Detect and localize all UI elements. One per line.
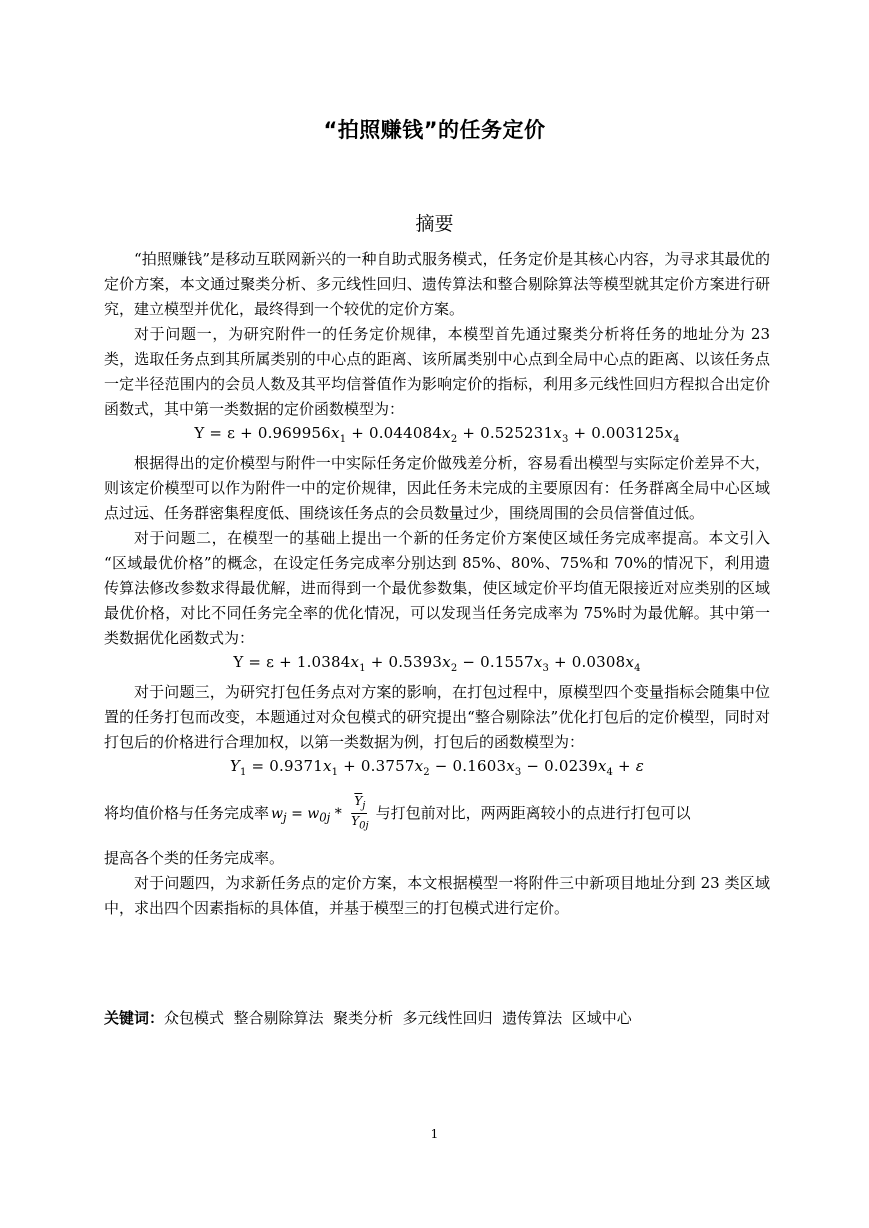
formula-1-lhs: Y = ε + 0.969956 <box>194 424 332 442</box>
formula-2-term: + 0.0308 <box>549 653 626 671</box>
formula-3-lhs-sub: 1 <box>240 767 247 778</box>
formula-2-term: + 0.5393 <box>365 653 443 671</box>
formula-1-var: x <box>664 424 674 442</box>
formula-model-3 <box>104 755 770 784</box>
formula-3-sub: 1 <box>331 767 339 778</box>
abstract-heading: 摘要 <box>415 213 454 235</box>
keywords-label: 关键词： <box>104 1009 165 1027</box>
formula-3-sub: 2 <box>423 767 430 778</box>
formula-1-sub: 3 <box>561 434 569 445</box>
inline-formula-var: w <box>271 805 283 822</box>
inline-formula-sub: j <box>283 810 287 825</box>
formula-3-term: − 0.1603 <box>429 757 507 775</box>
abstract-paragraph-6-cont: 提高各个类的任务完成率。 <box>104 848 285 867</box>
inline-formula-times: * <box>330 805 347 822</box>
keywords-items: 众包模式 整合剔除算法 聚类分析 多元线性回归 遗传算法 区域中心 <box>164 1009 632 1027</box>
abstract-paragraph-4: 对于问题二，在模型一的基础上提出一个新的任务定价方案使区域任务完成率提高。本文引入 “区域最优价格”的概念，在设定任务完成率分别达到 85%、80%、75%和 70%的情况下，利用遗传算法修改参数求得最优解，进而得到一个最优参数集，使区域定价平均值无限接近对应类别的区域最优价格，对比不同任务完全率的优化情况，可以发现当任务完成率为 75%时为最优解。其中第一类数据优化函数式为： <box>104 529 770 647</box>
paragraph-6-text-before: 将均值价格与任务完成率 <box>104 803 270 822</box>
formula-3-var: x <box>597 757 607 775</box>
inline-formula-var: w <box>307 805 320 822</box>
formula-3-term: − 0.0239 <box>521 757 598 775</box>
formula-1-sub: 4 <box>673 434 680 445</box>
page-number: 1 <box>430 1127 439 1141</box>
abstract-paragraph-1: “拍照赚钱”是移动互联网新兴的一种自助式服务模式，任务定价是其核心内容，为寻求其最优的定价方案，本文通过聚类分析、多元线性回归、遗传算法和整合剔除算法等模型就其定价方案进行研究，建立模型并优化，最终得到一个较优的定价方案。 <box>104 250 770 318</box>
formula-3-term: + 0.3757 <box>338 757 415 775</box>
formula-2-sub: 4 <box>634 663 641 674</box>
formula-2-sub: 2 <box>450 663 458 674</box>
formula-2-var: x <box>442 653 451 671</box>
formula-1-sub: 2 <box>450 434 458 445</box>
formula-2-sub: 1 <box>359 663 366 674</box>
formula-1-term: + 0.525231 <box>457 424 554 442</box>
formula-3-tail: + ε <box>613 757 645 775</box>
abstract-paragraph-6 <box>104 794 770 834</box>
formula-1-term: + 0.003125 <box>568 424 665 442</box>
formula-3-sub: 4 <box>606 767 614 778</box>
formula-3-term: = 0.9371 <box>246 757 323 775</box>
abstract-paragraph-7: 对于问题四，为求新任务点的定价方案，本文根据模型一将附件三中新项目地址分到 23 类区域中，求出四个因素指标的具体值，并基于模型三的打包模式进行定价。 <box>104 873 770 917</box>
formula-1-var: x <box>331 424 340 442</box>
fraction-denominator <box>349 814 370 833</box>
formula-1-term: + 0.044084 <box>346 424 443 442</box>
formula-2-sub: 3 <box>542 663 550 674</box>
formula-1-var: x <box>442 424 451 442</box>
abstract-body <box>104 247 770 921</box>
inline-formula-fraction <box>349 794 370 834</box>
formula-model-1 <box>104 422 770 451</box>
formula-2-lhs: Y = ε + 1.0384 <box>233 653 351 671</box>
formula-model-2 <box>104 651 770 680</box>
abstract-paragraph-5: 对于问题三，为研究打包任务点对方案的影响，在打包过程中，原模型四个变量指标会随集中位置的任务打包而改变，本题通过对众包模式的研究提出“整合剔除法”优化打包后的定价模型，同时对打包后的价格进行合理加权，以第一类数据为例，打包后的函数模型为： <box>104 683 770 751</box>
inline-formula-completion-rate <box>271 794 374 834</box>
formula-1-sub: 1 <box>339 434 347 445</box>
numerator-var: $\overline{Y}$ <box>354 794 363 808</box>
formula-2-var: x <box>533 653 543 671</box>
formula-3-lhs-var: Y <box>229 757 241 775</box>
denominator-sub: 0j <box>359 820 369 832</box>
abstract-paragraph-3: 根据得出的定价模型与附件一中实际任务定价做残差分析，容易看出模型与实际定价差异不大，则该定价模型可以作为附件一中的定价规律，因此任务未完成的主要原因有：任务群离全局中心区域点过远、任务群密集程度低、围绕该任务点的会员数量过少，围绕周围的会员信誉值过低。 <box>104 454 770 522</box>
formula-3-var: x <box>414 757 424 775</box>
abstract-paragraph-2: 对于问题一，为研究附件一的任务定价规律，本模型首先通过聚类分析将任务的地址分为 23 类，选取任务点到其所属类别的中心点的距离、该所属类别中心点到全局中心点的距离、以该任务点一定半径范围内的会员人数及其平均信誉值作为影响定价的指标，利用多元线性回归方程拟合出定价函数式，其中第一类数据的定价函数模型为： <box>104 325 770 418</box>
inline-formula-sub: 0j <box>319 810 331 825</box>
inline-formula-eq: = <box>286 805 308 822</box>
paper-title: “拍照赚钱”的任务定价 <box>323 118 546 142</box>
denominator-var: $\overline{Y}$ <box>351 814 360 829</box>
formula-1-var: x <box>553 424 562 442</box>
formula-2-var: x <box>625 653 635 671</box>
formula-3-sub: 3 <box>514 767 522 778</box>
paragraph-6-text-after: 与打包前对比，两两距离较小的点进行打包可以 <box>375 803 691 822</box>
numerator-sub: j <box>362 800 366 812</box>
formula-2-var: x <box>350 653 360 671</box>
formula-3-var: x <box>322 757 332 775</box>
fraction-numerator <box>352 794 367 814</box>
formula-2-term: − 0.1557 <box>457 653 534 671</box>
formula-3-var: x <box>506 757 515 775</box>
keywords-line <box>104 1007 632 1028</box>
